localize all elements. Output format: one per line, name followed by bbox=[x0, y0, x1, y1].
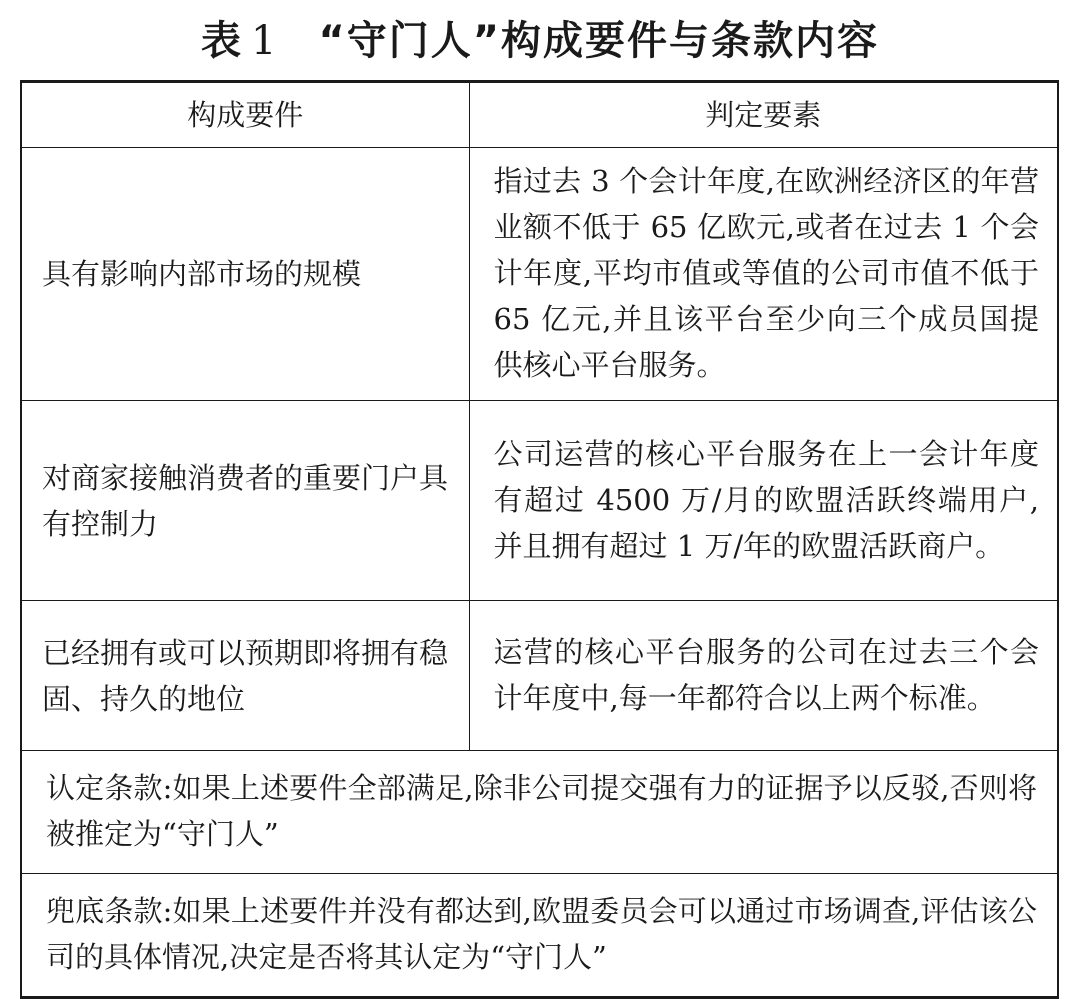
header-criteria: 判定要素 bbox=[469, 82, 1058, 148]
table-row bbox=[21, 601, 1058, 751]
clause-row-recognition bbox=[21, 751, 1058, 874]
criteria-cell: 公司运营的核心平台服务在上一会计年度有超过 4500 万/月的欧盟活跃终端用户,并且拥有超过 1 万/年的欧盟活跃商户。 bbox=[469, 401, 1058, 601]
element-cell: 已经拥有或可以预期即将拥有稳固、持久的地位 bbox=[21, 601, 469, 751]
clause-row-fallback bbox=[21, 874, 1058, 998]
table-row bbox=[21, 401, 1058, 601]
table-title bbox=[0, 6, 1080, 76]
criteria-cell: 指过去 3 个会计年度,在欧洲经济区的年营业额不低于 65 亿欧元,或者在过去 1 个会计年度,平均市值或等值的公司市值不低于 65 亿元,并且该平台至少向三个成员国提供核心平台服务。 bbox=[469, 148, 1058, 401]
table-title-label: 表 bbox=[200, 18, 243, 64]
fallback-clause: 兜底条款:如果上述要件并没有都达到,欧盟委员会可以通过市场调查,评估该公司的具体情况,决定是否将其认定为“守门人” bbox=[21, 874, 1058, 998]
element-cell: 对商家接触消费者的重要门户具有控制力 bbox=[21, 401, 469, 601]
element-cell: 具有影响内部市场的规模 bbox=[21, 148, 469, 401]
table-title-text: “守门人”构成要件与条款内容 bbox=[318, 18, 880, 64]
table-title-number: 1 bbox=[250, 18, 279, 64]
recognition-clause: 认定条款:如果上述要件全部满足,除非公司提交强有力的证据予以反驳,否则将被推定为“守门人” bbox=[21, 751, 1058, 874]
table-header-row bbox=[21, 82, 1058, 148]
table-row bbox=[21, 148, 1058, 401]
criteria-cell: 运营的核心平台服务的公司在过去三个会计年度中,每一年都符合以上两个标准。 bbox=[469, 601, 1058, 751]
header-elements: 构成要件 bbox=[21, 82, 469, 148]
gatekeeper-table bbox=[20, 80, 1059, 999]
